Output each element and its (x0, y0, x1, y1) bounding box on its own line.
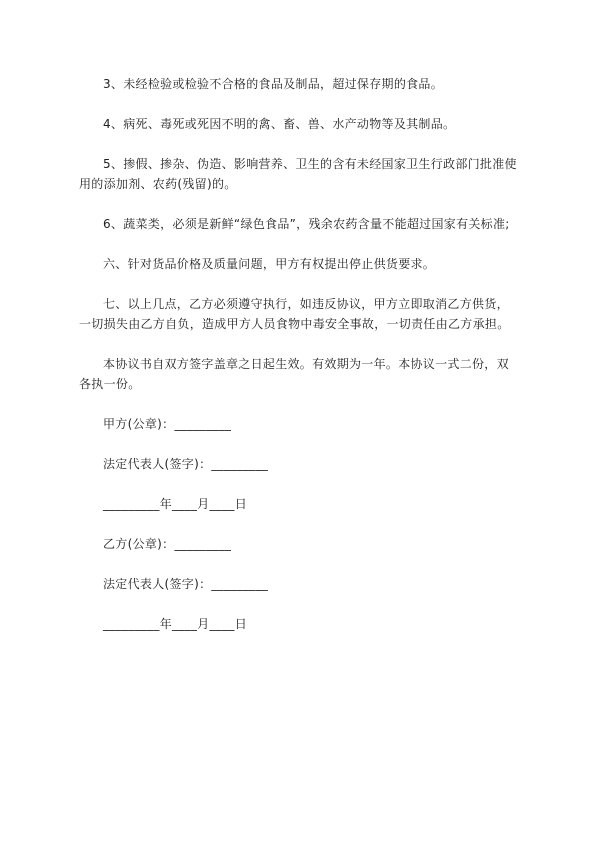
party-b-date-line: _________年____月____日 (103, 617, 248, 631)
effective-clause: 本协议书自双方签字盖章之日起生效。有效期为一年。本协议一式二份，双各执一份。 (79, 357, 509, 391)
party-b-representative-line: 法定代表人(签字)：_________ (103, 577, 269, 591)
party-a-date-line: _________年____月____日 (103, 497, 248, 511)
clause-4: 4、病死、毒死或死因不明的禽、畜、兽、水产动物等及其制品。 (103, 117, 456, 131)
party-a-seal-line: 甲方(公章)：_________ (103, 417, 232, 431)
party-a-representative-line: 法定代表人(签字)：_________ (103, 457, 269, 471)
party-b-seal-line: 乙方(公章)：_________ (103, 537, 232, 551)
clause-5: 5、掺假、掺杂、伪造、影响营养、卫生的含有未经国家卫生行政部门批准使用的添加剂、农药(残留)的。 (79, 157, 517, 191)
clause-3: 3、未经检验或检验不合格的食品及制品，超过保存期的食品。 (103, 77, 444, 91)
clause-seven: 七、以上几点，乙方必须遵守执行，如违反协议，甲方立即取消乙方供货，一切损失由乙方自负，造成甲方人员食物中毒安全事故，一切责任由乙方承担。 (79, 297, 510, 331)
clause-six: 六、针对货品价格及质量问题，甲方有权提出停止供货要求。 (103, 257, 436, 271)
clause-6: 6、蔬菜类，必须是新鲜“绿色食品”，残余农药含量不能超过国家有关标准; (103, 217, 510, 231)
